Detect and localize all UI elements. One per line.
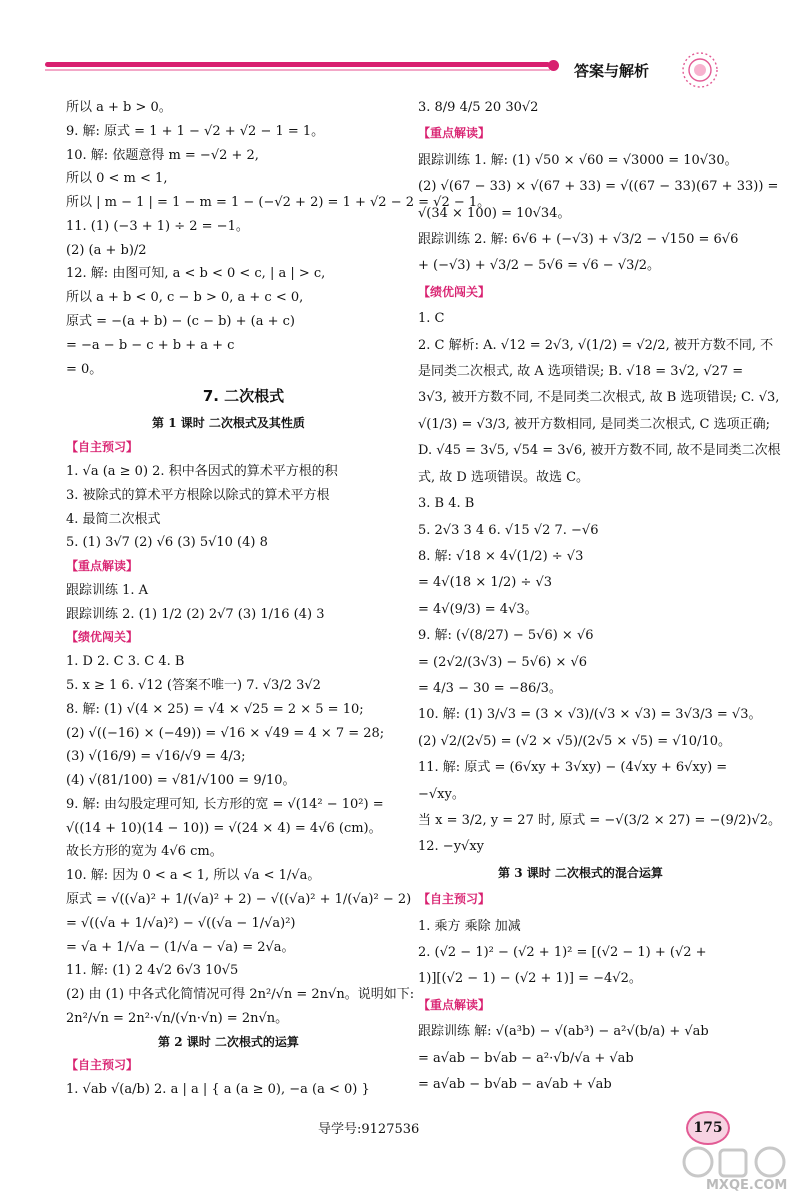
left-line: = −a − b − c + b + a + c — [66, 337, 235, 353]
right-line: (2) √(67 − 33) × √(67 + 33) = √((67 − 33)(67 + 33)) = — [418, 179, 779, 195]
header-rule-thin — [45, 69, 550, 71]
right-line: 3. B 4. B — [418, 496, 475, 512]
right-line: √(34 × 100) = 10√34。 — [418, 205, 571, 221]
section-tag: 【自主预习】 — [418, 892, 491, 907]
left-line: 9. 解: 由勾股定理可知, 长方形的宽 = √(14² − 10²) = — [66, 796, 384, 812]
section-tag: 【重点解读】 — [66, 559, 139, 574]
left-line: 所以 a + b > 0。 — [66, 100, 172, 115]
left-line: 跟踪训练 2. (1) 1/2 (2) 2√7 (3) 1/16 (4) 3 — [66, 606, 325, 622]
right-line: 当 x = 3/2, y = 27 时, 原式 = −√(3/2 × 27) = −(9/2)√2。 — [418, 812, 782, 828]
right-line: 9. 解: (√(8/27) − 5√6) × √6 — [418, 628, 594, 644]
left-line: √((14 + 10)(14 − 10)) = √(24 × 4) = 4√6 (cm)。 — [66, 820, 382, 836]
section-tag: 【重点解读】 — [418, 126, 491, 141]
section-tag: 【绩优闯关】 — [418, 284, 491, 299]
right-line: 2. (√2 − 1)² − (√2 + 1)² = [(√2 − 1) + (√2 + — [418, 945, 707, 960]
right-line: = 4/3 − 30 = −86/3。 — [418, 680, 562, 696]
left-line: 原式 = −(a + b) − (c − b) + (a + c) — [66, 314, 295, 330]
right-line: 12. −y√xy — [418, 839, 485, 855]
left-line: 1. √a (a ≥ 0) 2. 积中各因式的算术平方根的积 — [66, 463, 338, 479]
left-line: 所以 0 < m < 1, — [66, 171, 168, 187]
right-line: 式, 故 D 选项错误。故选 C。 — [418, 469, 590, 485]
left-line: 10. 解: 因为 0 < a < 1, 所以 √a < 1/√a。 — [66, 868, 321, 884]
left-line: = √a + 1/√a − (1/√a − √a) = 2√a。 — [66, 939, 295, 955]
left-line: (2) (a + b)/2 — [66, 242, 147, 258]
left-line: 4. 最简二次根式 — [66, 511, 161, 527]
left-line: 5. (1) 3√7 (2) √6 (3) 5√10 (4) 8 — [66, 535, 268, 551]
right-line: 11. 解: 原式 = (6√xy + 3√xy) − (4√xy + 6√xy) = — [418, 760, 728, 776]
section-tag: 【重点解读】 — [418, 997, 491, 1012]
right-line: 1. 乘方 乘除 加减 — [418, 918, 521, 934]
section-title: 7. 二次根式 — [202, 386, 285, 405]
header-rule — [45, 62, 550, 67]
lesson-heading: 第 3 课时 二次根式的混合运算 — [498, 865, 663, 880]
left-line: 5. x ≥ 1 6. √12 (答案不唯一) 7. √3/2 3√2 — [66, 677, 321, 693]
left-line: 原式 = √((√a)² + 1/(√a)² + 2) − √((√a)² + 1/(√a)² − 2) — [66, 892, 412, 907]
right-line: 1)][(√2 − 1) − (√2 + 1)] = −4√2。 — [418, 971, 642, 987]
right-line: √(1/3) = √3/3, 被开方数相同, 是同类二次根式, C 选项正确; — [418, 416, 770, 432]
right-line: = a√ab − b√ab − a²·√b/√a + √ab — [418, 1050, 634, 1066]
right-line: −√xy。 — [418, 786, 465, 802]
right-line: = (2√2/(3√3) − 5√6) × √6 — [418, 654, 588, 670]
right-line: D. √45 = 3√5, √54 = 3√6, 被开方数不同, 故不是同类二次根 — [418, 443, 781, 459]
left-line: (4) √(81/100) = √81/√100 = 9/10。 — [66, 773, 296, 789]
right-line: 跟踪训练 2. 解: 6√6 + (−√3) + √3/2 − √150 = 6√6 — [418, 232, 739, 248]
right-line: 1. C — [418, 311, 445, 327]
right-column — [418, 98, 782, 1101]
right-line: 是同类二次根式, 故 A 选项错误; B. √18 = 3√2, √27 = — [418, 364, 744, 380]
right-line: 3√3, 被开方数不同, 不是同类二次根式, 故 B 选项错误; C. √3, — [418, 390, 780, 406]
watermark-text: MXQE.COM — [706, 1178, 788, 1193]
right-line: = 4√(18 × 1/2) ÷ √3 — [418, 575, 553, 591]
left-line: 所以 a + b < 0, c − b > 0, a + c < 0, — [66, 290, 304, 306]
right-line: 跟踪训练 解: √(a³b) − √(ab³) − a²√(b/a) + √ab — [418, 1024, 709, 1040]
right-line: 跟踪训练 1. 解: (1) √50 × √60 = √3000 = 10√30。 — [418, 152, 738, 168]
section-tag: 【自主预习】 — [66, 440, 139, 455]
left-line: 8. 解: (1) √(4 × 25) = √4 × √25 = 2 × 5 = 10; — [66, 701, 364, 717]
right-line: 10. 解: (1) 3/√3 = (3 × √3)/(√3 × √3) = 3√3/3 = √3。 — [418, 707, 762, 723]
lesson-heading: 第 1 课时 二次根式及其性质 — [152, 416, 305, 431]
left-line: 2n²/√n = 2n²·√n/(√n·√n) = 2n√n。 — [66, 1010, 289, 1026]
section-tag: 【自主预习】 — [66, 1058, 139, 1073]
left-line: 故长方形的宽为 4√6 cm。 — [66, 844, 223, 860]
left-line: 跟踪训练 1. A — [66, 582, 149, 598]
left-line: 11. (1) (−3 + 1) ÷ 2 = −1。 — [66, 218, 249, 234]
page-number: 175 — [686, 1111, 730, 1145]
guide-number: 导学号:9127536 — [318, 1122, 420, 1137]
left-line: 所以 | m − 1 | = 1 − m = 1 − (−√2 + 2) = 1 + √2 − 2 = √2 − 1。 — [66, 195, 491, 211]
left-line: 1. D 2. C 3. C 4. B — [66, 654, 185, 670]
left-line: 9. 解: 原式 = 1 + 1 − √2 + √2 − 1 = 1。 — [66, 123, 325, 139]
right-line: 3. 8/9 4/5 20 30√2 — [418, 100, 539, 115]
header-dot — [548, 60, 559, 71]
lesson-heading: 第 2 课时 二次根式的运算 — [158, 1034, 299, 1049]
left-line: 3. 被除式的算术平方根除以除式的算术平方根 — [66, 487, 330, 503]
left-line: = 0。 — [66, 361, 103, 377]
section-tag: 【绩优闯关】 — [66, 630, 139, 645]
right-line: 2. C 解析: A. √12 = 2√3, √(1/2) = √2/2, 被开方数不同, 不 — [418, 337, 774, 353]
left-line: (3) √(16/9) = √16/√9 = 4/3; — [66, 749, 246, 765]
right-line: (2) √2/(2√5) = (√2 × √5)/(2√5 × √5) = √10/10。 — [418, 733, 731, 749]
left-line: 1. √ab √(a/b) 2. a | a | { a (a ≥ 0), −a (a < 0) } — [66, 1082, 370, 1098]
left-line: (2) 由 (1) 中各式化简情况可得 2n²/√n = 2n√n。说明如下: — [66, 987, 415, 1003]
right-line: = 4√(9/3) = 4√3。 — [418, 601, 538, 617]
left-line: (2) √((−16) × (−49)) = √16 × √49 = 4 × 7 = 28; — [66, 725, 385, 741]
left-line: 12. 解: 由图可知, a < b < 0 < c, | a | > c, — [66, 266, 326, 282]
right-line: 8. 解: √18 × 4√(1/2) ÷ √3 — [418, 548, 584, 564]
right-line: = a√ab − b√ab − a√ab + √ab — [418, 1077, 612, 1093]
left-line: = √((√a + 1/√a)²) − √((√a − 1/√a)²) — [66, 915, 296, 931]
left-line: 10. 解: 依题意得 m = −√2 + 2, — [66, 147, 259, 163]
header-title: 答案与解析 — [574, 62, 650, 80]
left-line: 11. 解: (1) 2 4√2 6√3 10√5 — [66, 963, 239, 979]
right-line: + (−√3) + √3/2 − 5√6 = √6 − √3/2。 — [418, 258, 661, 274]
flower-logo-icon — [678, 48, 722, 92]
right-line: 5. 2√3 3 4 6. √15 √2 7. −√6 — [418, 522, 599, 538]
